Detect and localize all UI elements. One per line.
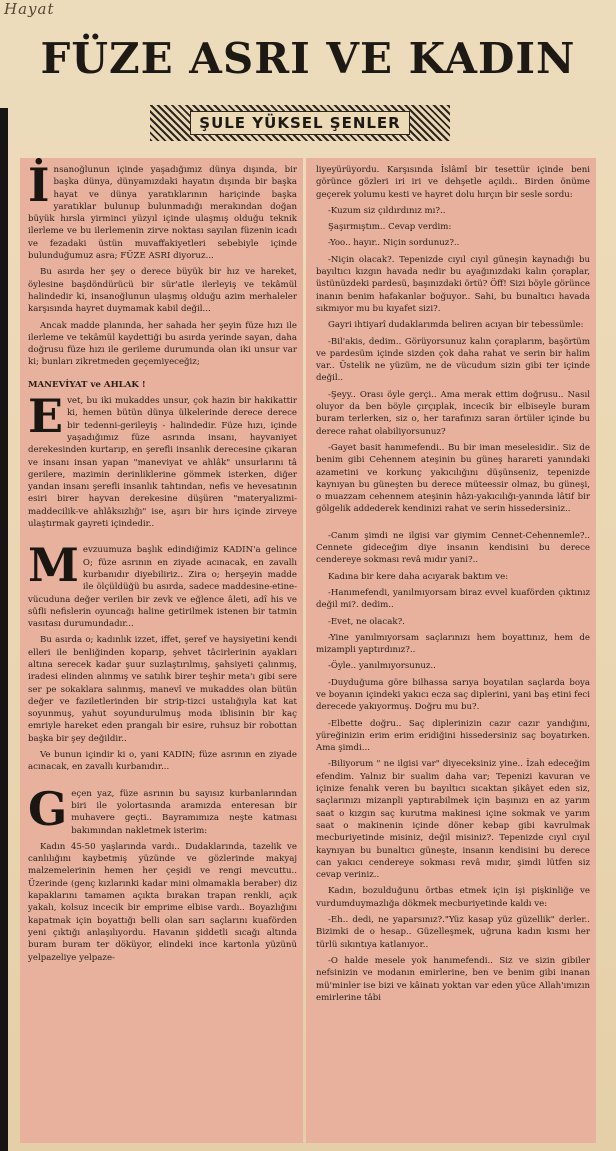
paragraph: Bu asırda o; kadınlık izzet, iffet, şeref ve haysiyetini kendi elleri ile benliğinden koparıp, şehvet tâcirlerinin ayakları altına serecek kadar şuur suzlaştırılmış, şahsiyeti çalınmış, iradesi elinden alınmış ve satılık birer teşhir meta'ı gibi sere ser pe sokaklara salınmış, manevî ve mukaddes olan bütün değer ve faziletlerinden bir strip-tizci ustalığıyla kat kat soyunmuş, yahut soyundurulmuş moda iblisinin bir kaç emriyle hareket eden prangalı bir esire, ruhsuz bir robottan başka bir şey değildir.. — [28, 635, 297, 744]
page-edge-bar — [0, 108, 8, 1151]
byline-banner — [150, 105, 450, 141]
paragraph-text: nsanoğlunun içinde yaşadığımız dünya dışında, bir başka dünya, dünyamızdaki hayatın dışında bir başka hayat ve dünya yaratıklarının hariçinde başka yaratıklar bulunup bulunmadığı merakından doğan büyük hırsla yirminci yüzyıl içinde ulaşmış olduğu teknik ilerleme ve bu ilerlemenin zirve noktası sayılan füzenin icadı ve fezadaki üstün muvaffakiyetleri sebebiyle içinde bulunduğumuz asra; FÜZE ASRI diyoruz... — [28, 165, 297, 262]
dialogue-line: -Bil'akis, dedim.. Görüyorsunuz kalın çoraplarım, başörtüm ve pardesüm içinde sizden çok daha rahat ve serin bir halim var.. Üstelik ne yüzüm, ne de vücudum sizin gibi ter içinde değil.. — [316, 336, 590, 384]
dialogue-line: -Duyduğuma göre bilhassa sarıya boyatılan saçlarda boya ve boyanın içindeki yakıcı ecza saç diplerini, yani baş etini feci derecede yakıyormuş. Doğru mu bu?. — [316, 677, 590, 713]
paragraph-text: eçen yaz, füze asrının bu sayısız kurbanlarından biri ile yolortasında aramızda enteresan bir muhavere geçti.. Bayramımıza neşte katması bakımından nakletmek isterim: — [71, 788, 297, 836]
paragraph: Gayri ihtiyarî dudaklarımda beliren acıyan bir tebessümle: — [328, 320, 584, 331]
paragraph-text: vet, bu iki mukaddes unsur, çok hazin bir hakikattir ki, hemen bütün dünya ülkelerinde derece derece bir tedenni-gerileyiş - halindedir. Füze hızı, içinde yaşadığımız füze asrında insanı, hayvaniyet derekesinden kurtarıp, en şerefli insanlık derecesine çıkaran ve insanı insan yapan "maneviyat ve ahlâk" unsurlarını tâ gerilere, mazimin derinliklerine gömmek isterken, diğer yandan insanı şerefli insanlık tahtından, nefis ve hevesatının esiri birer hayvan derekesine düşüren "materyalizmi- maddecilik-ve ahlâksızlığı" ise, aşırı bir hırs içinde zirveye ulaştırmak gayreti içindedir.. — [28, 396, 297, 530]
drop-cap: M — [28, 538, 79, 593]
paragraph: Kadın, bozulduğunu örtbas etmek için işi pişkinliğe ve vurdumduymazlığa dökmek mecburiyetinde kaldı ve: — [316, 886, 590, 909]
dialogue-line: -Biliyorum " ne ilgisi var" diyeceksiniz yine.. İzah edeceğim efendim. Yalnız bir sualim daha var; Tepenizi kavuran ve içinize fenalık veren bu bayıltıcı sıcaktan şikâyet eden siz, saçlarınızı mizanpli yaptırabilmek için başınızı en az yarım saat o kızgın saç kurutma makinesi içine sokmak ve yarım saat o makinenin içinde döner kebap gibi kavrulmak mecburiyetinde misiniz, değil misiniz?. Tepenizde cıyıl cıyıl kaynıyan bu bunaltıcı güneşte, insanın kendisini bu derece can yakıcı cendereye sokması revâ mıdır, şimdi lütfen siz cevap veriniz.. — [316, 759, 590, 881]
drop-cap: İ — [28, 158, 50, 212]
dialogue-line: -Evet, ne olacak?. — [328, 616, 405, 627]
paragraph: Ancak madde planında, her sahada her şeyin füze hızı ile ilerleme ve tekâmül kaydettiği bu asırda yerinde sayan, daha doğrusu füze hızı ile gerileme durumunda olan iki unsur var ki; bunları zikretmeden geçemiyeceğiz; — [28, 320, 297, 368]
text-column-right — [306, 158, 596, 1143]
dialogue-line: -Elbette doğru.. Saç diplerinizin cazır cazır yandığını, yüreğinizin erim erim eridiğini hissedersiniz saç boyatırken. Ama şimdi... — [316, 718, 590, 754]
paragraph: liyeyürüyordu. Karşısında İslâmî bir tesettür içinde beni görünce gözleri iri iri ve dehşetle açıldı.. Birden önüme geçerek yolumu kesti ve hayret dolu hırçın bir sesle sordu: — [316, 165, 590, 200]
paragraph: Şaşırmıştım.. Cevap verdim: — [328, 222, 452, 233]
paragraph — [28, 538, 297, 630]
drop-cap: E — [28, 389, 64, 444]
author-name: ŞULE YÜKSEL ŞENLER — [190, 111, 409, 135]
article-title: FÜZE ASRI VE KADIN — [40, 34, 576, 83]
dialogue-line: -O halde mesele yok hanımefendi.. Siz ve sizin gibiler nefsinizin ve modanın emirlerine, ben ve benim gibi inanan mü'minler ise bizi ve kâinatı yoktan var eden yüce Allah'ımızın emirlerine tâbi — [316, 955, 590, 1003]
magazine-mark: Hayat — [4, 0, 55, 18]
dialogue-line: -Öyle.. yanılmıyorsunuz.. — [328, 661, 436, 672]
text-column-left — [20, 158, 303, 1143]
paragraph: Ve bunun içindir ki o, yani KADIN; füze asrının en ziyade acınacak, en zavallı kurbanıdır... — [28, 750, 297, 773]
paragraph — [28, 389, 297, 530]
dialogue-line: -Eh.. dedi, ne yaparsınız?."Yüz kasap yüz güzellik" derler.. Bizimki de o hesap.. Güzelleşmek, uğruna kadın kısmı her türlü sıkıntıya katlanıyor.. — [316, 915, 590, 950]
paragraph-text: evzuumuza başlık edindiğimiz KADIN'a gelince O; füze asrının en ziyade acınacak, en zavallı kurbanıdır diyebiliriz.. Zira o; herşeyin madde ile ölçüldüğü bu asırda, sadece maddesine-etine-vücuduna değer verilen bir zevk ve eğlence âleti, adî his ve sûfli nefislerin oyuncağı haline getirilmek istenen bir tatmin vasıtası durumundadır... — [28, 545, 297, 630]
paragraph: Kadın 45-50 yaşlarında vardı.. Dudaklarında, tazelik ve canlılığını kaybetmiş yüzünde ve gözlerinde makyaj malzemelerinin hemen her çeşidi ve rengi mevcuttu.. Üzerinde (genç kızlarınki kadar mini olmamakla beraber) diz kapaklarını tamamen açıkta bırakan trapan renkli, açık yakalı, kolsuz incecik bir emprime elbise vardı.. Boyazlığını kapatmak için boyattığı belli olan sarı saçlarını kuaförden yeni çıktığı anlaşılıyordu. Havanın şiddetli sıcağı altında buram buram ter döküyor, elindeki ince kartonla yüzünü yelpazeliye yelpaze- — [28, 841, 297, 963]
dialogue-line: -Yoo.. hayır.. Niçin sordunuz?.. — [328, 238, 460, 249]
dialogue-line: -Niçin olacak?. Tepenizde cıyıl cıyıl güneşin kaynadığı bu bayıltıcı kızgın havada nedir bu ayağınızdaki kalın çoraplar, üstünüzdeki pardesü, başınızdaki örtü? Öff! Sizi böyle görünce inanın benim hafakanlar boğuyor.. Sahi, bu bunaltıcı havada sıkmıyor mu bu kıyafet sizi?. — [316, 254, 590, 314]
drop-cap: G — [28, 781, 68, 836]
dialogue-line: -Canım şimdi ne ilgisi var giymim Cennet-Cehennemle?.. Cennete gideceğim diye insanın kendisini bu derece cendereye sokması revâ mıdır yani?.. — [316, 530, 590, 566]
paragraph: Kadına bir kere daha acıyarak baktım ve: — [328, 571, 509, 582]
dialogue-line: -Hanımefendi, yanılmıyorsam biraz evvel kuaförden çıktınız değil mi?. dedim.. — [316, 587, 590, 611]
dialogue-line: -Yine yanılmıyorsam saçlarınızı hem boyattınız, hem de mizampli yaptırdınız?.. — [316, 632, 590, 656]
dialogue-line: -Şeyy.. Orası öyle gerçi.. Ama merak ettim doğrusu.. Nasıl oluyor da ben böyle çırçıplak, incecik bir elbiseyle buram buram terlerken, siz o, her tarafınızı saran örtüler içinde bu derece rahat olabiliyorsunuz? — [316, 389, 590, 437]
paragraph — [28, 781, 297, 837]
dialogue-line: -Gayet basit hanımefendi.. Bu bir iman meselesidir.. Siz de benim gibi Cehennem ateşinin bu güneş harareti yanındaki azametini ve korkunç yakıcılığını düşünseniz, tepenizde kaynıyan bu güneşten bu derece müteessir olmaz, bu güneşi, o muazzam cehennem ateşinin hâzı-yakıcılığı-yanında lâtif bir gölgelik addederek kendinizi rahat ve serin hissedersiniz.. — [316, 442, 590, 515]
dialogue-line: -Kuzum siz çıldırdınız mı?.. — [328, 205, 446, 216]
paragraph: Bu asırda her şey o derece büyük bir hız ve hareket, öylesine başdöndürücü bir sür'atle ilerleyiş ve tekâmül halindedir ki, insanoğlunun ulaşmış olduğu azim merhaleler karşısında hayret duymamak kabil değil... — [28, 267, 297, 315]
paragraph — [28, 158, 297, 262]
section-heading: MANEVİYAT ve AHLAK ! — [28, 379, 146, 390]
